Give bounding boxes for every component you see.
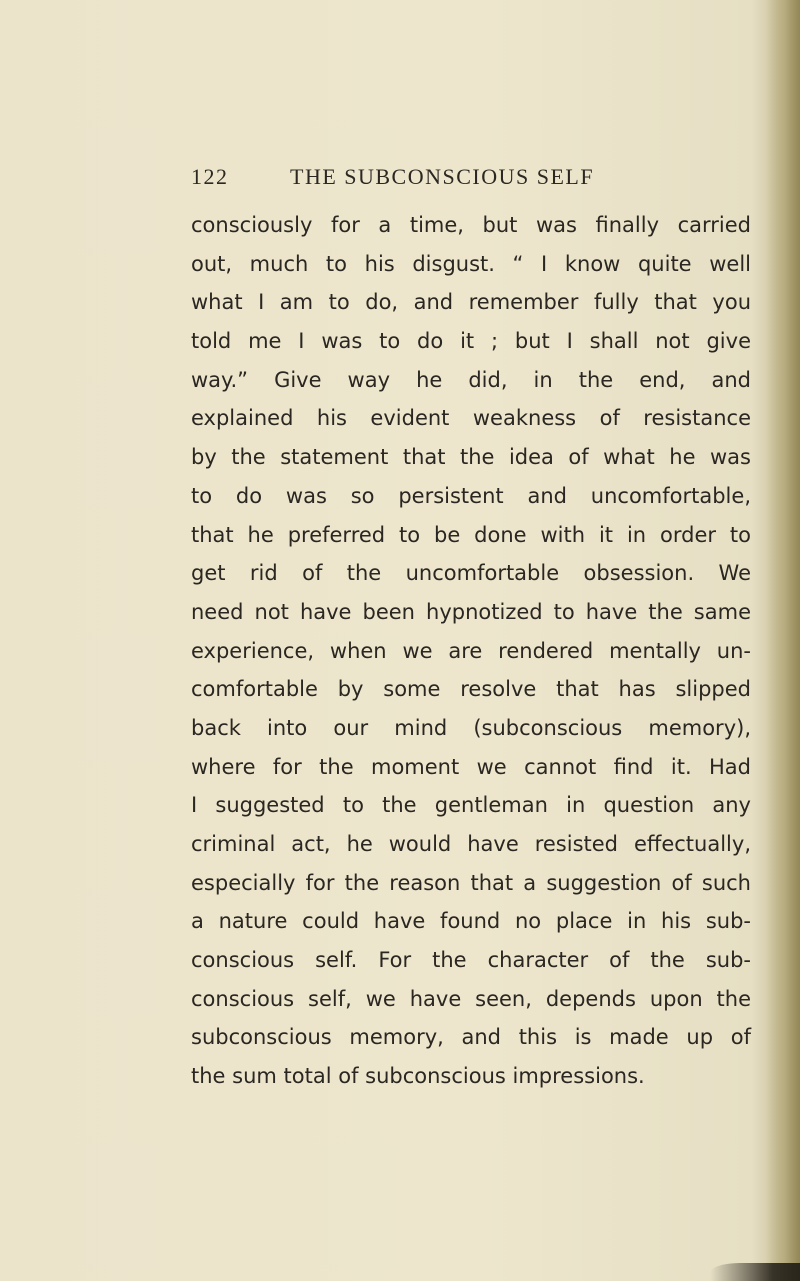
- page-number: 122: [191, 164, 229, 189]
- running-head: [191, 164, 731, 192]
- text-line: told me I was to do it ; but I shall not give: [191, 329, 751, 354]
- text-line: what I am to do, and remember fully that you: [191, 290, 751, 315]
- text-line: get rid of the uncomfortable obsession. We: [191, 561, 751, 586]
- text-line: where for the moment we cannot find it. Had: [191, 754, 751, 779]
- text-line: back into our mind (subconscious memory),: [191, 715, 751, 740]
- text-line: by the statement that the idea of what he was: [191, 445, 751, 470]
- text-line: the sum total of subconscious impressions.: [191, 1064, 645, 1089]
- page-edge-shadow: [766, 0, 800, 1281]
- page-corner-mark: [710, 1263, 800, 1281]
- text-line: that he preferred to be done with it in order to: [191, 522, 751, 547]
- text-line: consciously for a time, but was finally carried: [191, 213, 751, 237]
- text-line: criminal act, he would have resisted effectually,: [191, 832, 751, 856]
- running-head-title: THE SUBCONSCIOUS SELF: [290, 164, 595, 189]
- text-line: especially for the reason that a suggestion of such: [191, 870, 751, 895]
- text-line: need not have been hypnotized to have the same: [191, 599, 751, 624]
- text-line: subconscious memory, and this is made up of: [191, 1025, 751, 1050]
- text-line: way.” Give way he did, in the end, and: [191, 367, 751, 392]
- text-line: explained his evident weakness of resistance: [191, 406, 751, 431]
- text-line: out, much to his disgust. “ I know quite well: [191, 251, 751, 276]
- text-line: experience, when we are rendered mentally un-: [191, 638, 751, 663]
- body-text: [191, 206, 751, 1096]
- text-line: I suggested to the gentleman in question any: [191, 793, 751, 818]
- text-line: conscious self. For the character of the sub-: [191, 948, 751, 973]
- text-line: conscious self, we have seen, depends upon the: [191, 986, 751, 1011]
- text-line: comfortable by some resolve that has slipped: [191, 677, 751, 702]
- text-line: a nature could have found no place in his sub-: [191, 909, 751, 934]
- text-line: to do was so persistent and uncomfortable,: [191, 483, 751, 508]
